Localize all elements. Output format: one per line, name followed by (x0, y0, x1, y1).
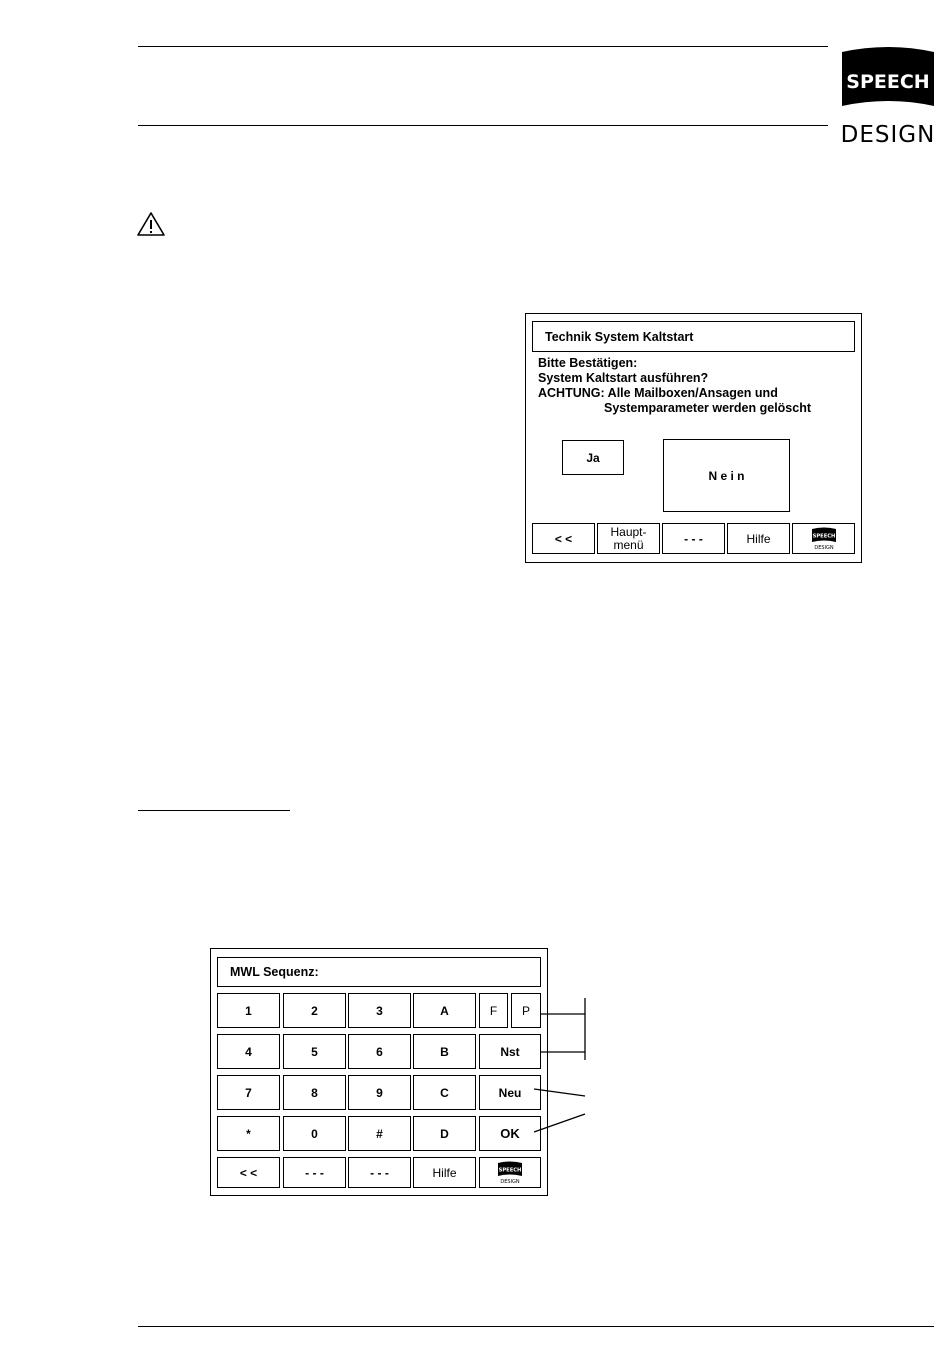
dashes-button-2[interactable]: - - - (348, 1157, 411, 1188)
key-6[interactable]: 6 (348, 1034, 411, 1069)
speech-design-logo-icon (811, 527, 837, 551)
key-f[interactable]: F (479, 993, 508, 1028)
footer-rule (138, 1326, 934, 1327)
callout-line-ok (534, 1114, 585, 1132)
kaltstart-dialog (525, 313, 862, 563)
header-rule-bottom (138, 125, 828, 126)
dashes-button-1[interactable]: - - - (283, 1157, 346, 1188)
mini-logo-word-speech: SPEECH (498, 1167, 522, 1173)
key-nst[interactable]: Nst (479, 1034, 541, 1069)
logo-button[interactable] (479, 1157, 541, 1188)
key-8[interactable]: 8 (283, 1075, 346, 1110)
key-2[interactable]: 2 (283, 993, 346, 1028)
callout-lines (530, 990, 600, 1140)
dialog-title: Technik System Kaltstart (532, 321, 855, 352)
mwl-sequence-dialog (210, 948, 548, 1196)
key-hash[interactable]: # (348, 1116, 411, 1151)
message-line-3: ACHTUNG: Alle Mailboxen/Ansagen und (538, 386, 778, 400)
warning-triangle-icon (136, 211, 166, 237)
header-rule-top (138, 46, 828, 47)
key-p[interactable]: P (511, 993, 541, 1028)
help-button[interactable]: Hilfe (413, 1157, 476, 1188)
message-line-2: System Kaltstart ausführen? (538, 371, 709, 385)
back-button[interactable]: < < (532, 523, 595, 554)
key-star[interactable]: * (217, 1116, 280, 1151)
logo-word-speech: SPEECH (846, 71, 930, 93)
key-9[interactable]: 9 (348, 1075, 411, 1110)
mini-logo-word-speech: SPEECH (812, 533, 835, 539)
key-5[interactable]: 5 (283, 1034, 346, 1069)
back-button[interactable]: < < (217, 1157, 280, 1188)
key-c[interactable]: C (413, 1075, 476, 1110)
message-line-4: Systemparameter werden gelöscht (538, 401, 812, 415)
main-menu-button[interactable] (597, 523, 660, 554)
help-button[interactable]: Hilfe (727, 523, 790, 554)
no-button[interactable]: N e i n (663, 439, 790, 512)
mini-logo-word-design: DESIGN (500, 1178, 520, 1185)
key-7[interactable]: 7 (217, 1075, 280, 1110)
main-menu-label-1: Haupt- (610, 524, 647, 539)
key-a[interactable]: A (413, 993, 476, 1028)
key-4[interactable]: 4 (217, 1034, 280, 1069)
message-line-1: Bitte Bestätigen: (538, 356, 638, 370)
dialog-title: MWL Sequenz: (217, 957, 541, 987)
logo-word-design: DESIGN (840, 122, 936, 148)
key-0[interactable]: 0 (283, 1116, 346, 1151)
logo-button[interactable] (792, 523, 855, 554)
speech-design-logo-icon (497, 1161, 523, 1185)
speech-design-logo-icon (840, 46, 936, 122)
key-b[interactable]: B (413, 1034, 476, 1069)
yes-button[interactable]: Ja (562, 440, 624, 475)
main-menu-label-2: menü (613, 537, 644, 552)
callout-line-neu (534, 1089, 585, 1096)
mini-logo-word-design: DESIGN (813, 544, 834, 551)
key-1[interactable]: 1 (217, 993, 280, 1028)
key-3[interactable]: 3 (348, 993, 411, 1028)
dashes-button[interactable]: - - - (662, 523, 725, 554)
key-neu[interactable]: Neu (479, 1075, 541, 1110)
key-ok[interactable]: OK (479, 1116, 541, 1151)
key-d[interactable]: D (413, 1116, 476, 1151)
speech-design-logo (840, 46, 936, 156)
section-underline (138, 810, 290, 811)
